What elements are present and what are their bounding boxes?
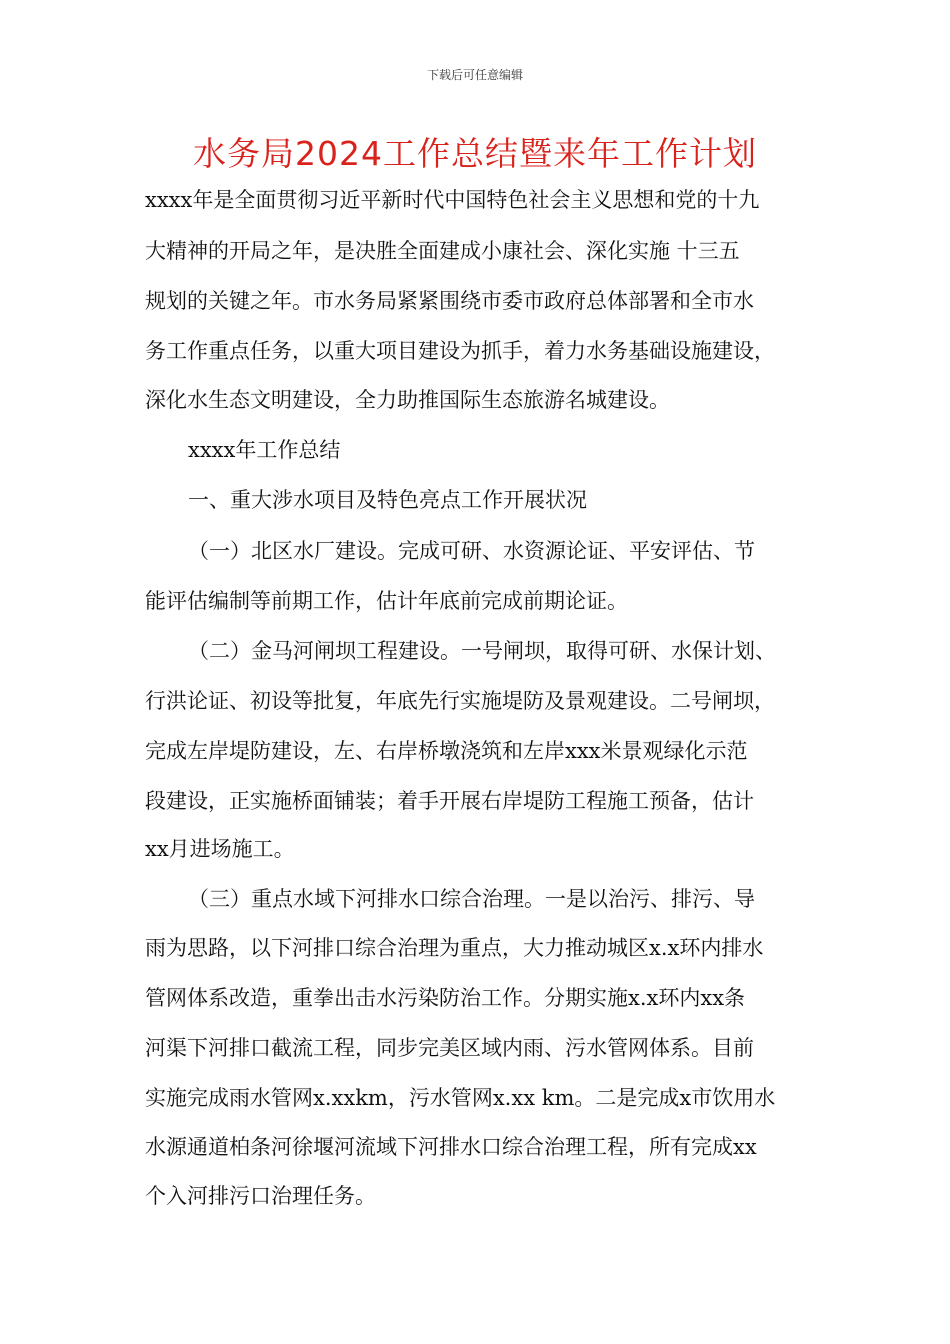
body-line: 大精神的开局之年，是决胜全面建成小康社会、深化实施 十三五 <box>145 239 740 263</box>
body-line: 务工作重点任务，以重大项目建设为抓手，着力水务基础设施建设， <box>145 339 775 363</box>
body-line: 能评估编制等前期工作，估计年底前完成前期论证。 <box>145 589 628 613</box>
body-line: 个入河排污口治理任务。 <box>145 1184 376 1208</box>
body-line: 管网体系改造，重拳出击水污染防治工作。分期实施x.x环内xx条 <box>145 986 746 1010</box>
body-line: 水源通道柏条河徐堰河流域下河排水口综合治理工程，所有完成xx <box>145 1135 757 1159</box>
body-line: 雨为思路，以下河排口综合治理为重点，大力推动城区x.x环内排水 <box>145 936 764 960</box>
body-line: 规划的关键之年。市水务局紧紧围绕市委市政府总体部署和全市水 <box>145 289 754 313</box>
body-line: 实施完成雨水管网x.xxkm，污水管网x.xx km。二是完成x市饮用水 <box>145 1086 776 1110</box>
header-note: 下载后可任意编辑 <box>426 68 523 82</box>
document-title: 水务局2024工作总结暨来年工作计划 <box>193 134 757 173</box>
section-heading: 一、重大涉水项目及特色亮点工作开展状况 <box>188 488 587 512</box>
body-line: （三）重点水域下河排水口综合治理。一是以治污、排污、导 <box>188 887 755 911</box>
body-line: 完成左岸堤防建设，左、右岸桥墩浇筑和左岸xxx米景观绿化示范 <box>145 739 748 763</box>
section-heading: xxxx年工作总结 <box>188 438 341 462</box>
body-line: （二）金马河闸坝工程建设。一号闸坝，取得可研、水保计划、 <box>188 639 776 663</box>
body-line: （一）北区水厂建设。完成可研、水资源论证、平安评估、节 <box>188 539 755 563</box>
body-line: 深化水生态文明建设，全力助推国际生态旅游名城建设。 <box>145 388 670 412</box>
body-line: xxxx年是全面贯彻习近平新时代中国特色社会主义思想和党的十九 <box>145 188 760 212</box>
body-line: 行洪论证、初设等批复，年底先行实施堤防及景观建设。二号闸坝， <box>145 689 775 713</box>
body-line: xx月进场施工。 <box>145 837 295 861</box>
body-line: 段建设，正实施桥面铺装；着手开展右岸堤防工程施工预备，估计 <box>145 789 754 813</box>
body-line: 河渠下河排口截流工程，同步完美区域内雨、污水管网体系。目前 <box>145 1036 754 1060</box>
